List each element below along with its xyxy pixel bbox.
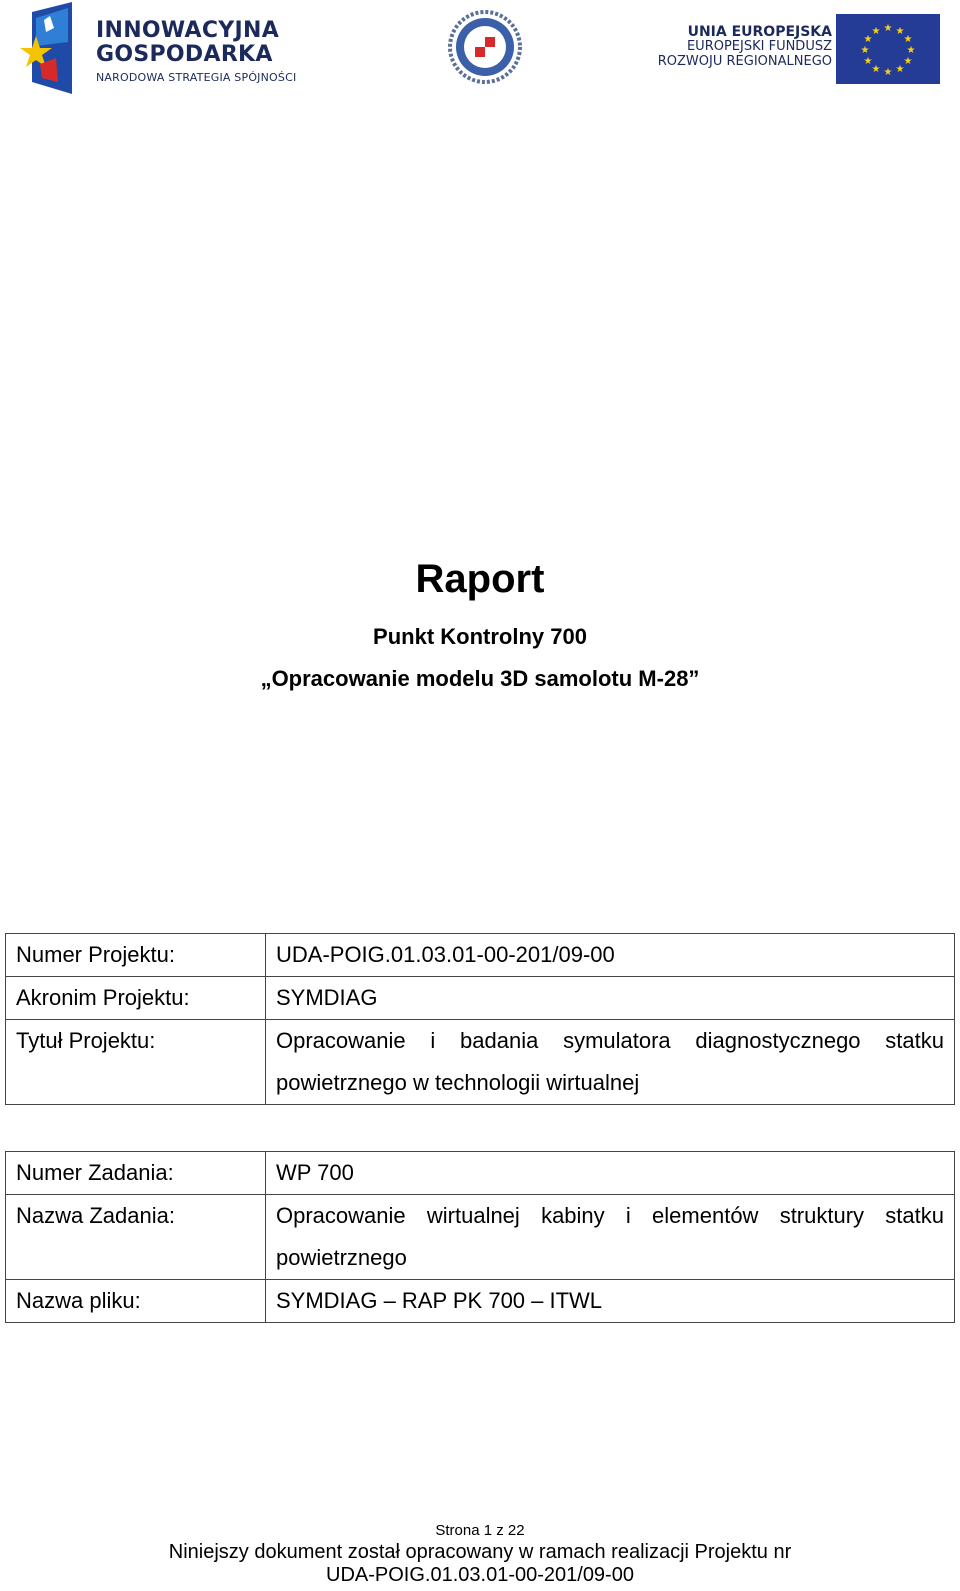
page-footer bbox=[0, 1521, 960, 1587]
project-title-value: Opracowanie i badania symulatora diagnostycznego statku powietrznego w technologii wirtualnej bbox=[266, 1020, 955, 1105]
table-row bbox=[6, 977, 955, 1020]
table-row bbox=[6, 1195, 955, 1280]
eu-logo-line1: UNIA EUROPEJSKA bbox=[687, 24, 832, 40]
title-block bbox=[0, 552, 960, 692]
itwl-emblem-icon bbox=[448, 10, 522, 84]
file-name-value: SYMDIAG – RAP PK 700 – ITWL bbox=[266, 1280, 955, 1323]
page-header bbox=[0, 0, 960, 100]
svg-text:★: ★ bbox=[883, 23, 893, 34]
ig-logo-line3: NARODOWA STRATEGIA SPÓJNOŚCI bbox=[96, 71, 297, 84]
project-number-label: Numer Projektu: bbox=[6, 934, 266, 977]
file-name-label: Nazwa pliku: bbox=[6, 1280, 266, 1323]
eu-logo-line2: EUROPEJSKI FUNDUSZ bbox=[686, 39, 832, 55]
footer-note-line1: Niniejszy dokument został opracowany w ramach realizacji Projektu nr bbox=[168, 1541, 792, 1563]
svg-text:★: ★ bbox=[860, 45, 870, 56]
svg-text:★: ★ bbox=[883, 67, 893, 78]
project-acronym-value: SYMDIAG bbox=[266, 977, 955, 1020]
task-name-label: Nazwa Zadania: bbox=[6, 1195, 266, 1280]
task-number-label: Numer Zadania: bbox=[6, 1152, 266, 1195]
project-title-label: Tytuł Projektu: bbox=[6, 1020, 266, 1105]
eu-flag-icon bbox=[836, 14, 940, 84]
svg-text:★: ★ bbox=[895, 26, 905, 37]
task-info-table bbox=[5, 1151, 955, 1323]
report-title: Raport bbox=[415, 557, 545, 601]
table-row bbox=[6, 1280, 955, 1323]
svg-text:★: ★ bbox=[871, 26, 881, 37]
ig-logo-line1: INNOWACYJNA bbox=[96, 18, 280, 43]
page-number: Strona 1 z 22 bbox=[435, 1522, 525, 1539]
svg-text:★: ★ bbox=[863, 34, 873, 45]
eu-erdf-logo bbox=[640, 14, 950, 88]
table-row bbox=[6, 1152, 955, 1195]
table-row bbox=[6, 1020, 955, 1105]
itwl-logo bbox=[448, 10, 522, 84]
innowacyjna-gospodarka-emblem-icon bbox=[14, 2, 84, 96]
table-row bbox=[6, 934, 955, 977]
svg-text:★: ★ bbox=[903, 56, 913, 67]
svg-text:★: ★ bbox=[895, 64, 905, 75]
svg-text:★: ★ bbox=[863, 56, 873, 67]
innowacyjna-gospodarka-logo bbox=[14, 2, 304, 96]
svg-text:★: ★ bbox=[903, 34, 913, 45]
svg-text:★: ★ bbox=[906, 45, 916, 56]
project-info-table bbox=[5, 933, 955, 1105]
eu-logo-line3: ROZWOJU REGIONALNEGO bbox=[657, 54, 832, 70]
report-topic: „Opracowanie modelu 3D samolotu M-28” bbox=[260, 666, 700, 691]
project-number-value: UDA-POIG.01.03.01-00-201/09-00 bbox=[266, 934, 955, 977]
project-acronym-label: Akronim Projektu: bbox=[6, 977, 266, 1020]
task-name-value: Opracowanie wirtualnej kabiny i elementów struktury statku powietrznego bbox=[266, 1195, 955, 1280]
task-number-value: WP 700 bbox=[266, 1152, 955, 1195]
report-subtitle: Punkt Kontrolny 700 bbox=[373, 624, 587, 649]
ig-logo-line2: GOSPODARKA bbox=[96, 42, 273, 67]
footer-note-line2: UDA-POIG.01.03.01-00-201/09-00 bbox=[326, 1564, 634, 1586]
svg-text:★: ★ bbox=[871, 64, 881, 75]
